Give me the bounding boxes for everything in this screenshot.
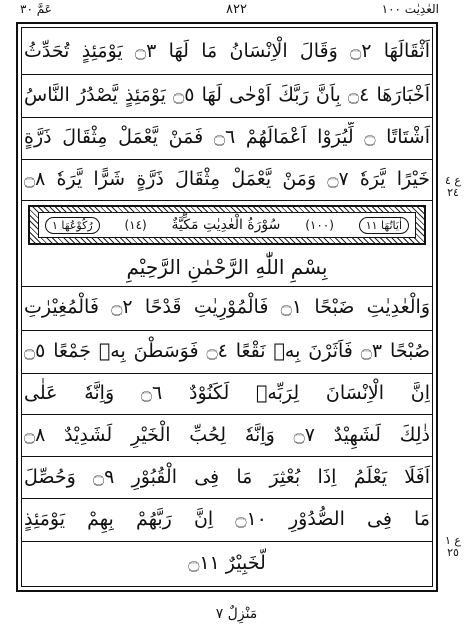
- line-divider: [21, 159, 433, 160]
- line-divider: [21, 286, 433, 287]
- ruku-count: رُكُوْعُهَا ١: [45, 217, 100, 234]
- verse-line: اَخْبَارَهَا ۝٤ بِاَنَّ رَبَّكَ اَوْحٰى لَهَا ۝٥ يَوْمَئِذٍ يَّصْدُرُ النَّاسُ: [24, 84, 430, 106]
- line-divider: [21, 373, 433, 374]
- line-divider: [21, 414, 433, 415]
- line-divider: [21, 541, 433, 542]
- line-divider: [21, 498, 433, 499]
- verse-line: خَيْرًا يَّرَهٗ ۝٧ وَمَنْ يَّعْمَلْ مِثْقَالَ ذَرَّةٍ شَرًّا يَّرَهٗ ۝٨: [24, 168, 430, 190]
- surah-header-banner: [28, 205, 426, 245]
- verse-line: اِنَّ الْاِنْسَانَ لِرَبِّهٖ لَكَنُوْدٌ ۝٦ وَاِنَّهٗ عَلٰى: [24, 382, 430, 404]
- line-divider: [21, 74, 433, 75]
- verse-line: مَا فِى الصُّدُوْرِ ۝١٠ اِنَّ رَبَّهُمْ بِهِمْ يَوْمَئِذٍ: [24, 508, 430, 530]
- line-divider: [21, 456, 433, 457]
- manzil-marker: مَنْزِلٌ ٧: [215, 606, 258, 622]
- basmala: بِسْمِ اللّٰهِ الرَّحْمٰنِ الرَّحِيْمِ: [126, 255, 328, 279]
- margin-ruku-marker: ع ١ ٢٥: [445, 534, 461, 559]
- surah-title: سُوْرَةُ الْعٰدِيٰتِ مَكِّيَّةٌ: [171, 217, 281, 233]
- surah-header-inner: [38, 212, 416, 238]
- verse-line: وَالْعٰدِيٰتِ ضَبْحًا ۝١ فَالْمُوْرِيٰتِ قَدْحًا ۝٢ فَالْمُغِيْرٰتِ: [24, 296, 430, 318]
- verse-line: صُبْحًا ۝٣ فَاَثَرْنَ بِهٖ نَقْعًا ۝٤ فَوَسَطْنَ بِهٖ جَمْعًا ۝٥: [24, 340, 430, 362]
- margin-ruku-marker: ع ٤ ٢٤: [445, 174, 461, 199]
- line-divider: [21, 117, 433, 118]
- verse-line: اَثْقَالَهَا ۝٢ وَقَالَ الْاِنْسَانُ مَا لَهَا ۝٣ يَوْمَئِذٍ تُحَدِّثُ: [24, 40, 430, 62]
- line-divider: [21, 200, 433, 201]
- verse-line: اَشْتَاتًا ۝ لِّيُرَوْا اَعْمَالَهُمْ ۝٦ فَمَنْ يَّعْمَلْ مِثْقَالَ ذَرَّةٍ: [24, 126, 430, 148]
- line-divider: [21, 330, 433, 331]
- page-number: ٨٢٢: [226, 2, 247, 17]
- header-surah-name: العٰدِيٰت ١٠٠: [381, 2, 439, 16]
- header-juz-name: عَمَّ ٣٠: [20, 2, 52, 16]
- verse-line: اَفَلَا يَعْلَمُ اِذَا بُعْثِرَ مَا فِى الْقُبُوْرِ ۝٩ وَحُصِّلَ: [24, 466, 430, 488]
- verse-line: ذٰلِكَ لَشَهِيْدٌ ۝٧ وَاِنَّهٗ لِحُبِّ الْخَيْرِ لَشَدِيْدٌ ۝٨: [24, 424, 430, 446]
- verse-line: لَّخَبِيْرٌ ۝١١: [188, 552, 266, 574]
- revelation-order: (١٤): [124, 218, 147, 232]
- ayat-count: اٰيَاتُهَا ١١: [359, 217, 409, 234]
- surah-number: (١٠٠): [305, 218, 334, 232]
